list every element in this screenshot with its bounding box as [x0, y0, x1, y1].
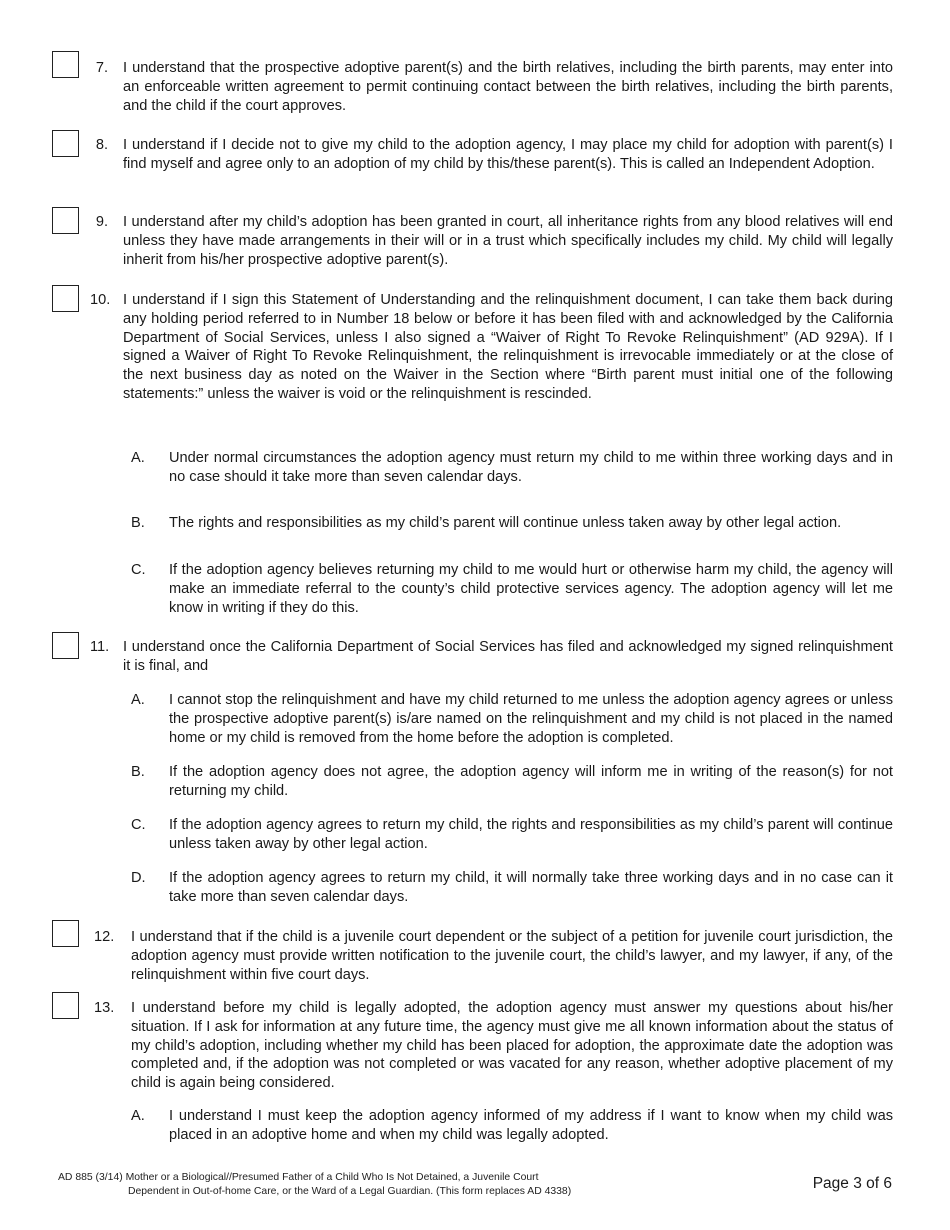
subitem-letter: A.	[131, 1108, 145, 1124]
form-footer	[58, 1171, 571, 1199]
item-text: I understand that if the child is a juvenile court dependent or the subject of a petition for juvenile court jurisdiction, the adoption agency must provide written notification to the juvenile court, the child’s lawyer, and my lawyer, if any, of the relinquishment within five court days.	[131, 929, 893, 983]
item-9-checkbox[interactable]	[52, 207, 79, 234]
form-id-line-2: Dependent in Out-of-home Care, or the Ward of a Legal Guardian. (This form replaces AD 4338)	[128, 1186, 572, 1197]
subitem-text: If the adoption agency believes returning my child to me would hurt or otherwise harm my child, the agency will make an immediate referral to the county’s child protective services agency. The adoption agency will let me know in writing if they do this.	[169, 562, 893, 616]
form-id-line-1: AD 885 (3/14) Mother or a Biological//Presumed Father of a Child Who Is Not Detained, a Juvenile Court	[58, 1172, 539, 1183]
subitem-text: I understand I must keep the adoption agency informed of my address if I want to know when my child was placed in an adoptive home and when my child was legally adopted.	[169, 1108, 893, 1143]
page-number: Page 3 of 6	[812, 1175, 892, 1192]
item-10-checkbox[interactable]	[52, 285, 79, 312]
item-text: I understand after my child’s adoption has been granted in court, all inheritance rights from any blood relatives will end unless they have made arrangements in their will or in a trust which specifically includes my child. My child will legally inherit from his/her prospective adoptive parent(s).	[123, 214, 893, 268]
subitem-text: Under normal circumstances the adoption agency must return my child to me within three working days and in no case should it take more than seven calendar days.	[169, 450, 893, 485]
subitem-letter: B.	[131, 764, 145, 780]
subitem-letter: C.	[131, 817, 146, 833]
item-text: I understand that the prospective adoptive parent(s) and the birth relatives, including the birth parents, may enter into an enforceable written agreement to permit continuing contact between the birth relatives, including the birth parents, and the child if the court approves.	[123, 60, 893, 114]
subitem-letter: B.	[131, 515, 145, 531]
item-number: 8.	[95, 137, 108, 153]
item-8-checkbox[interactable]	[52, 130, 79, 157]
subitem-text: If the adoption agency agrees to return my child, it will normally take three working days and in no case can it take more than seven calendar days.	[169, 870, 893, 905]
subitem-text: If the adoption agency agrees to return my child, the rights and responsibilities as my child’s parent will continue unless taken away by other legal action.	[169, 817, 893, 852]
item-number: 13.	[94, 1000, 115, 1016]
item-text: I understand if I decide not to give my child to the adoption agency, I may place my child for adoption with parent(s) I find myself and agree only to an adoption of my child by this/these parent(s). This is called an Independent Adoption.	[123, 137, 893, 172]
item-7-checkbox[interactable]	[52, 51, 79, 78]
item-number: 9.	[95, 214, 108, 230]
item-number: 11.	[90, 639, 110, 655]
item-11-checkbox[interactable]	[52, 632, 79, 659]
item-number: 10.	[90, 292, 111, 308]
subitem-letter: A.	[131, 450, 145, 466]
item-13-checkbox[interactable]	[52, 992, 79, 1019]
subitem-text: The rights and responsibilities as my child’s parent will continue unless taken away by other legal action.	[169, 515, 842, 531]
subitem-text: I cannot stop the relinquishment and have my child returned to me unless the adoption agency agrees or unless the prospective adoptive parent(s) is/are named on the relinquishment and my child is not placed in the named home or my child is removed from the home before the adoption is completed.	[169, 692, 893, 746]
subitem-letter: A.	[131, 692, 145, 708]
item-text: I understand if I sign this Statement of Understanding and the relinquishment document, I can take them back during any holding period referred to in Number 18 below or before it has been filed with and acknowledged by the California Department of Social Services, unless I also signed a “Waiver of Right To Revoke Relinquishment” (AD 929A). If I signed a Waiver of Right To Revoke Relinquishment, the relinquishment is irrevocable immediately or at the close of the next business day as noted on the Waiver in the Section where “Birth parent must initial one of the following statements:” unless the waiver is void or the relinquishment is rescinded.	[123, 292, 893, 402]
item-number: 12.	[94, 929, 115, 945]
item-12-checkbox[interactable]	[52, 920, 79, 947]
item-number: 7.	[95, 60, 108, 76]
subitem-letter: C.	[131, 562, 146, 578]
subitem-letter: D.	[131, 870, 146, 886]
subitem-text: If the adoption agency does not agree, the adoption agency will inform me in writing of the reason(s) for not returning my child.	[169, 764, 893, 799]
item-text: I understand before my child is legally adopted, the adoption agency must answer my questions about his/her situation. If I ask for information at any future time, the agency must give me all known information about the status of my child’s adoption, including whether my child has been placed for adoption, the approximate date the adoption was completed and, if the adoption was not completed or was vacated for any reason, whether adoptive placement of my child is again being considered.	[131, 1000, 893, 1092]
item-text: I understand once the California Department of Social Services has filed and acknowledged my signed relinquishment it is final, and	[123, 639, 893, 674]
